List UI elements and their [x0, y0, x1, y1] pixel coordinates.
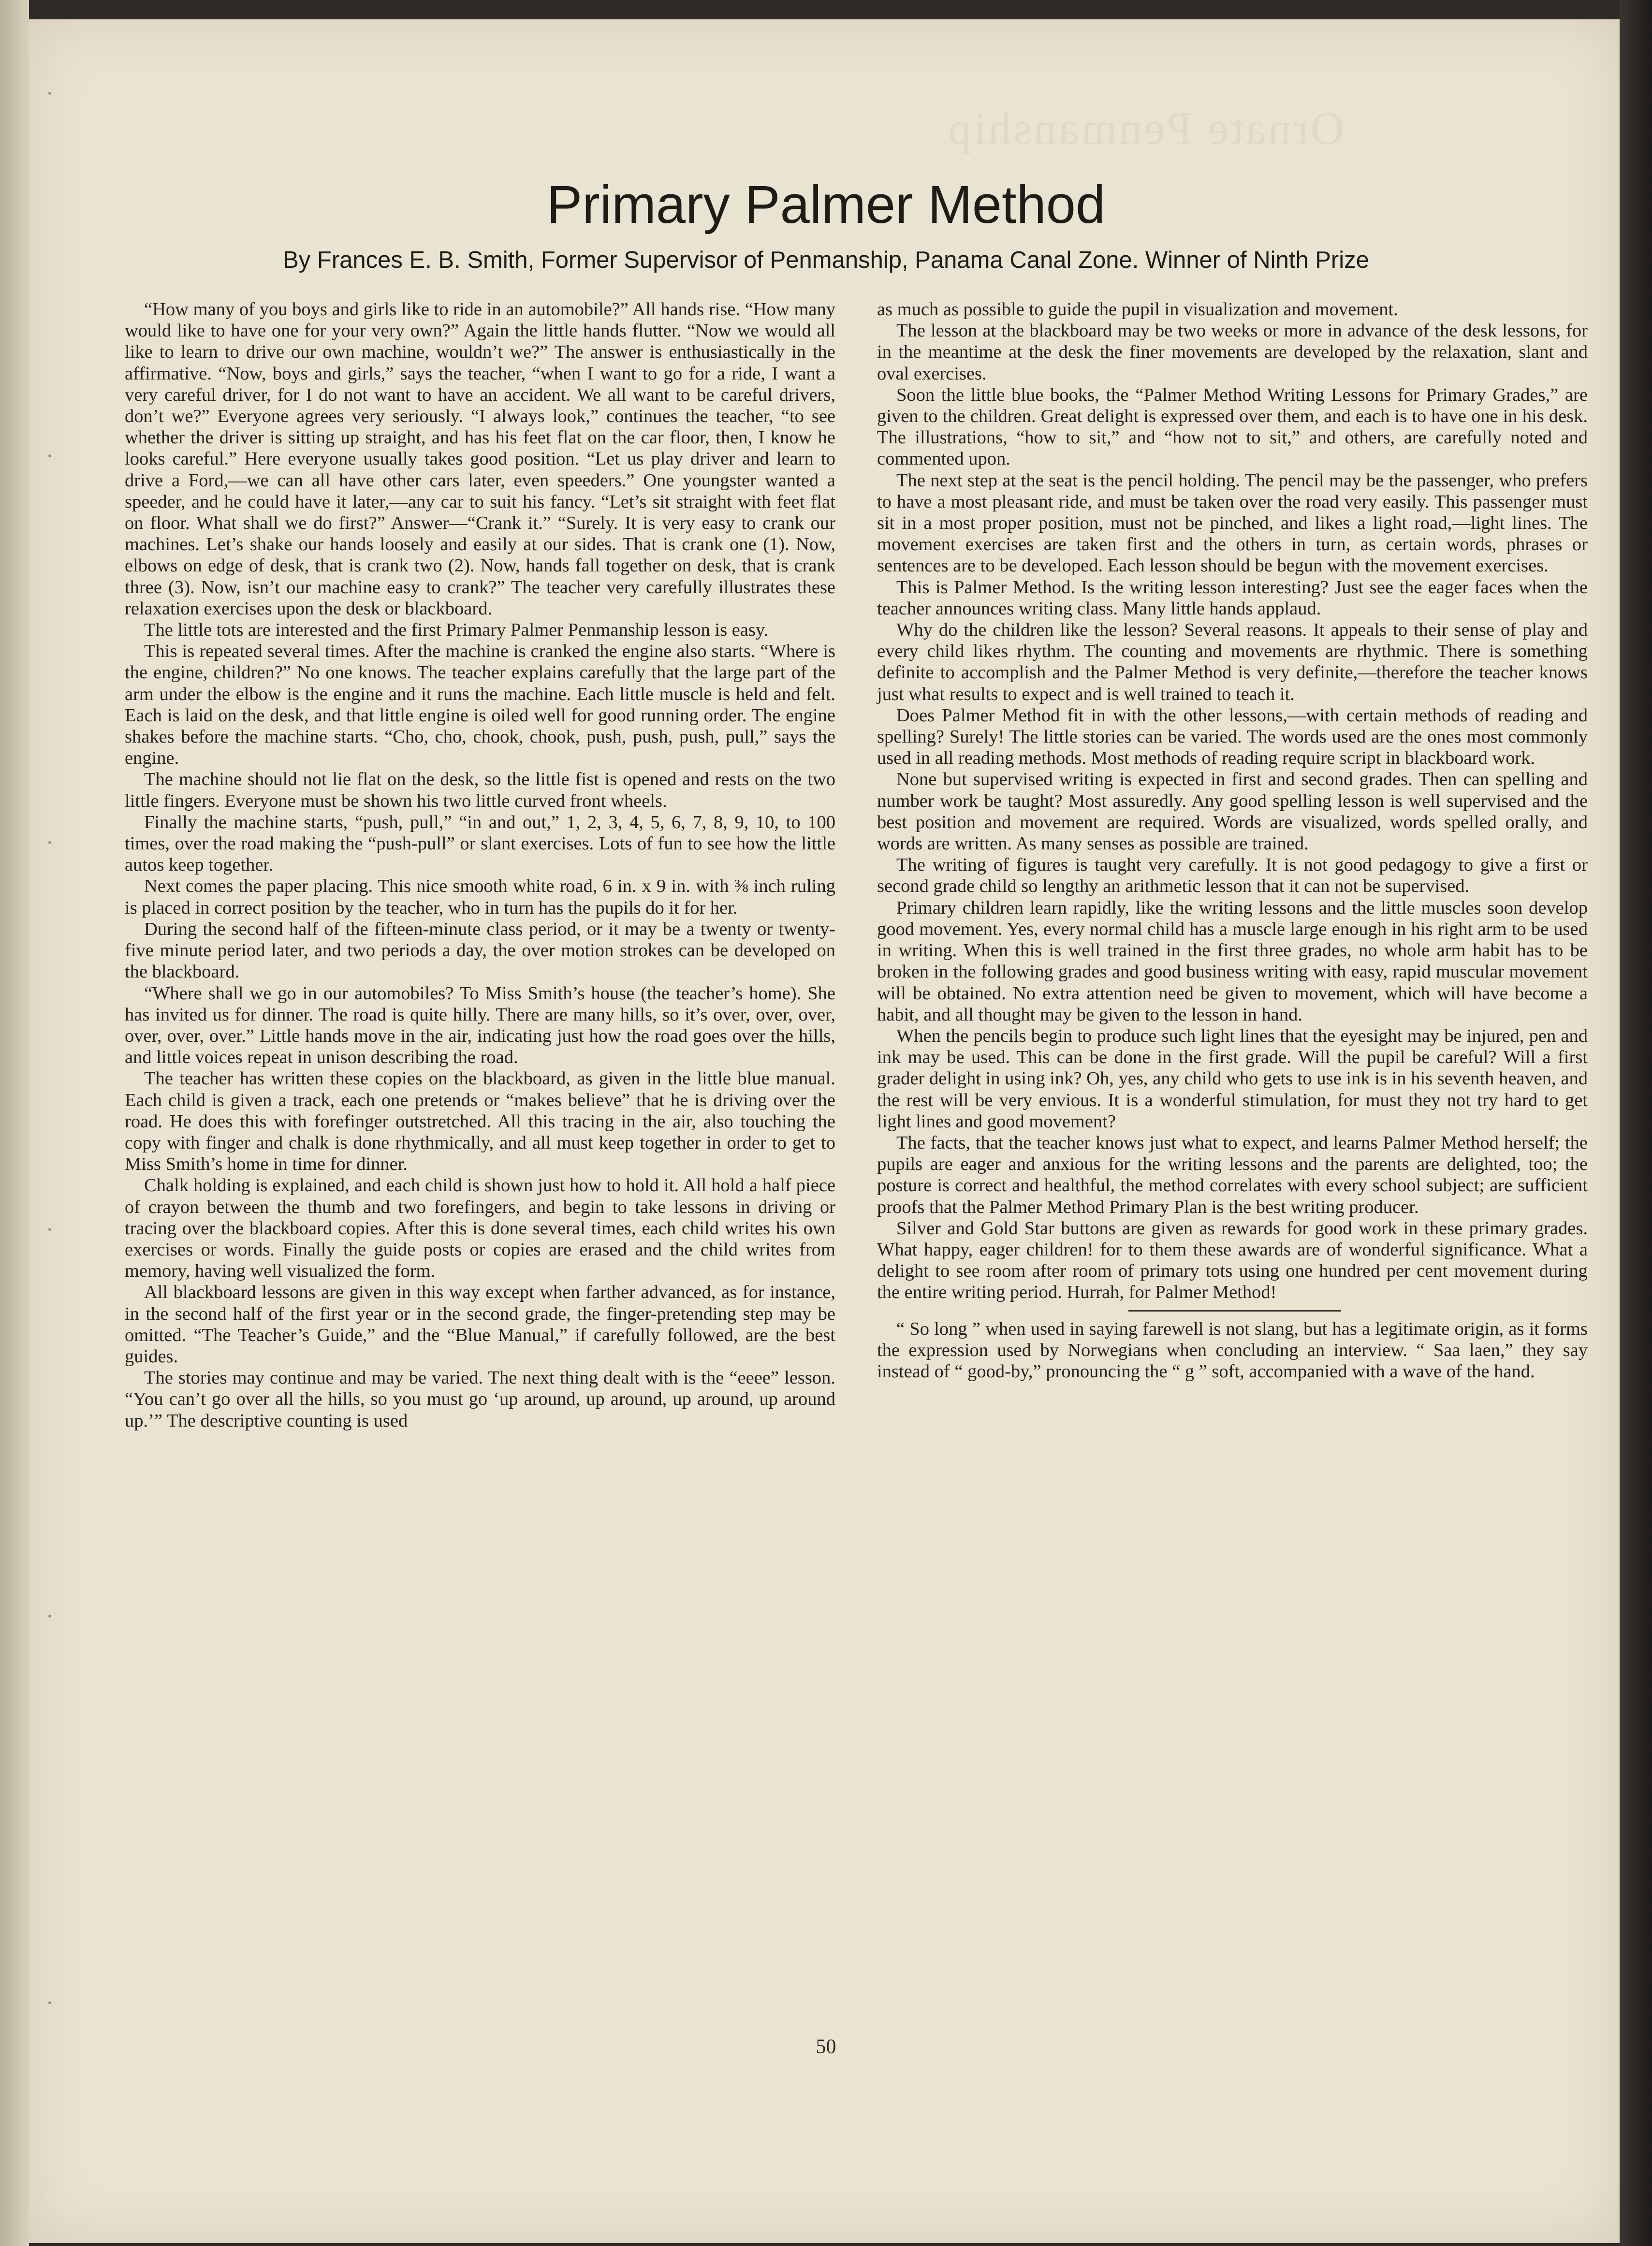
paragraph: Why do the children like the lesson? Several reasons. It appeals to their sense of play and every child likes rhythm. The counting and movements are rhythmic. There is something definite to accomplish and the Palmer Method is very definite,—therefore the teacher knows just what results to expect and is well trained to teach it.: [877, 620, 1588, 704]
footnote: “ So long ” when used in saying farewell is not slang, but has a legitimate origin, as it forms the expression used by Norwegians when concluding an interview. “ Saa laen,” they say instead of “ good-by,” pronouncing the “ g ” soft, accompanied with a wave of the hand.: [877, 1318, 1588, 1382]
paragraph: When the pencils begin to produce such light lines that the eyesight may be injured, pen and ink may be used. This can be done in the first grade. Will the pupil be careful? Will a first grader delight in using ink? Oh, yes, any child who gets to use ink is in his seventh heaven, and the rest will be very envious. It is a wonderful stimulation, for must they not try hard to get light lines and good movement?: [877, 1025, 1588, 1132]
paragraph: Soon the little blue books, the “Palmer Method Writing Lessons for Primary Grades,” are given to the children. Great delight is expressed over them, and each is to have one in his desk. The illustrations, “how to sit,” and “how not to sit,” and others, are carefully noted and commented upon.: [877, 384, 1588, 469]
paragraph: The machine should not lie flat on the desk, so the little fist is opened and rests on the two little fingers. Everyone must be shown his two little curved front wheels.: [125, 769, 835, 811]
binding-hole: [48, 2001, 51, 2004]
paragraph: None but supervised writing is expected in first and second grades. Then can spelling and number work be taught? Most assuredly. Any good spelling lesson is well supervised and the best position and movement are required. Words are visualized, words spelled orally, and words are written. As many senses as possible are trained.: [877, 769, 1588, 854]
binding-hole: [48, 1228, 51, 1231]
page-number: 50: [816, 2036, 836, 2058]
paragraph: This is Palmer Method. Is the writing lesson interesting? Just see the eager faces when the teacher announces writing class. Many little hands applaud.: [877, 577, 1588, 619]
paragraph: The writing of figures is taught very carefully. It is not good pedagogy to give a first or second grade child so lengthy an arithmetic lesson that it can not be supervised.: [877, 855, 1588, 897]
paragraph: Next comes the paper placing. This nice smooth white road, 6 in. x 9 in. with ⅜ inch ruling is placed in correct position by the teacher, who in turn has the pupils do it for her.: [125, 876, 835, 918]
paragraph: Finally the machine starts, “push, pull,” “in and out,” 1, 2, 3, 4, 5, 6, 7, 8, 9, 10, to 100 times, over the road making the “push-pull” or slant exercises. Lots of fun to see how the little autos keep together.: [125, 812, 835, 875]
paragraph: The little tots are interested and the first Primary Palmer Penmanship lesson is easy.: [144, 620, 769, 641]
right-column: [877, 299, 1588, 1382]
paragraph: Does Palmer Method fit in with the other lessons,—with certain methods of reading and spelling? Surely! The little stories can be varied. The words used are the ones most commonly used in all reading methods. Most methods of reading require script in blackboard work.: [877, 705, 1588, 769]
binding-hole: [48, 92, 51, 95]
paragraph: The next step at the seat is the pencil holding. The pencil may be the passenger, who prefers to have a most pleasant ride, and must be taken over the road very easily. This passenger must sit in a most proper position, must not be pinched, and likes a light road,—light lines. The movement exercises are taken first and the others in turn, as certain words, phrases or sentences are to be developed. Each lesson should be begun with the movement exercises.: [877, 470, 1588, 576]
paragraph: Silver and Gold Star buttons are given as rewards for good work in these primary grades. What happy, eager children! for to them these awards are of wonderful significance. What a delight to see room after room of primary tots using one hundred per cent movement during the entire writing period. Hurrah, for Palmer Method!: [877, 1218, 1588, 1303]
paragraph: The teacher has written these copies on the blackboard, as given in the little blue manual. Each child is given a track, each one pretends or “makes believe” that he is driving over the road. He does this with forefinger outstretched. All this tracing in the air, also touching the copy with finger and chalk is done rhythmically, and all must keep together in order to get to Miss Smith’s home in time for dinner.: [125, 1068, 835, 1175]
article-title: Primary Palmer Method: [546, 175, 1106, 234]
paragraph: All blackboard lessons are given in this way except when farther advanced, as for instance, in the second half of the first year or in the second grade, the finger-pretending step may be omitted. “The Teacher’s Guide,” and the “Blue Manual,” if carefully followed, are the best guides.: [125, 1282, 835, 1367]
left-column: [125, 299, 835, 1431]
binding-hole: [48, 1615, 51, 1618]
binding-hole: [48, 841, 51, 844]
section-divider: [1128, 1310, 1341, 1312]
paragraph: “Where shall we go in our automobiles? To Miss Smith’s house (the teacher’s home). She has invited us for dinner. The road is quite hilly. There are many hills, so it’s over, over, over, over, over, over.” Little hands move in the air, indicating just how the road goes over the hills, and little voices repeat in unison describing the road.: [125, 983, 835, 1068]
paragraph: “How many of you boys and girls like to ride in an automobile?” All hands rise. “How many would like to have one for your very own?” Again the little hands flutter. “Now we would all like to learn to drive our own machine, wouldn’t we?” The answer is enthusiastically in the affirmative. “Now, boys and girls,” says the teacher, “when I want to go for a ride, I want a very careful driver, for I do not want to have an accident. We all want to be careful drivers, don’t we?” Everyone agrees very seriously. “I always look,” continues the teacher, “to see whether the driver is sitting up straight, and has his feet flat on the car floor, then, I know he looks careful.” Here everyone usually takes good position. “Let us play driver and learn to drive a Ford,—we can all have other cars later, even speeders.” One youngster wanted a speeder, and he could have it later,—any car to suit his fancy. “Let’s sit straight with feet flat on floor. What shall we do first?” Answer—“Crank it.” “Surely. It is very easy to crank our machines. Let’s shake our hands loosely and easily at our sides. That is crank one (1). Now, elbows on edge of desk, that is crank two (2). Now, hands fall together on desk, that is crank three (3). Now, isn’t our machine easy to crank?” The teacher very carefully illustrates these relaxation exercises upon the desk or blackboard.: [125, 299, 835, 619]
paragraph: The stories may continue and may be varied. The next thing dealt with is the “eeee” lesson. “You can’t go over all the hills, so you must go ‘up around, up around, up around, up around up.’” The descriptive counting is used: [125, 1368, 835, 1431]
binding-edge: [0, 0, 29, 2246]
paragraph: This is repeated several times. After the machine is cranked the engine also starts. “Where is the engine, children?” No one knows. The teacher explains carefully that the large part of the arm under the elbow is the engine and it runs the machine. Each little muscle is held and felt. Each is laid on the desk, and that little engine is oiled well for good running order. The engine shakes before the machine starts. “Cho, cho, chook, chook, push, push, push, pull,” says the engine.: [125, 641, 835, 769]
paragraph: The facts, that the teacher knows just what to expect, and learns Palmer Method herself; the pupils are eager and anxious for the writing lessons and the parents are delighted, too; the posture is correct and healthful, the method correlates with every school subject; are sufficient proofs that the Palmer Method Primary Plan is the best writing producer.: [877, 1132, 1588, 1217]
article-byline: By Frances E. B. Smith, Former Supervisor of Penmanship, Panama Canal Zone. Winner of Ninth Prize: [283, 247, 1369, 273]
paragraph: Primary children learn rapidly, like the writing lessons and the little muscles soon develop good movement. Yes, every normal child has a muscle large enough in his right arm to be used in writing. When this is well trained in the first three grades, no whole arm habit has to be broken in the following grades and good business writing with easy, rapid muscular movement will be obtained. No extra attention need be given to movement, which will have become a habit, and all thought may be given to the lesson in hand.: [877, 897, 1588, 1025]
paragraph: as much as possible to guide the pupil in visualization and movement.: [877, 299, 1398, 320]
paragraph: Chalk holding is explained, and each child is shown just how to hold it. All hold a half piece of crayon between the thumb and two forefingers, and begin to take lessons in driving or tracing over the blackboard copies. After this is done several times, each child writes his own exercises or words. Finally the guide posts or copies are erased and the child writes from memory, having well visualized the form.: [125, 1175, 835, 1282]
paragraph: The lesson at the blackboard may be two weeks or more in advance of the desk lessons, for in the meantime at the desk the finer movements are developed by the relaxation, slant and oval exercises.: [877, 321, 1588, 384]
bleed-through-heading: Ornate Penmanship: [946, 102, 1344, 154]
next-page-edge: [1620, 0, 1652, 2246]
binding-hole: [48, 454, 51, 457]
paragraph: During the second half of the fifteen-minute class period, or it may be a twenty or twenty-five minute period later, and two periods a day, the over motion strokes can be developed on the blackboard.: [125, 919, 835, 982]
